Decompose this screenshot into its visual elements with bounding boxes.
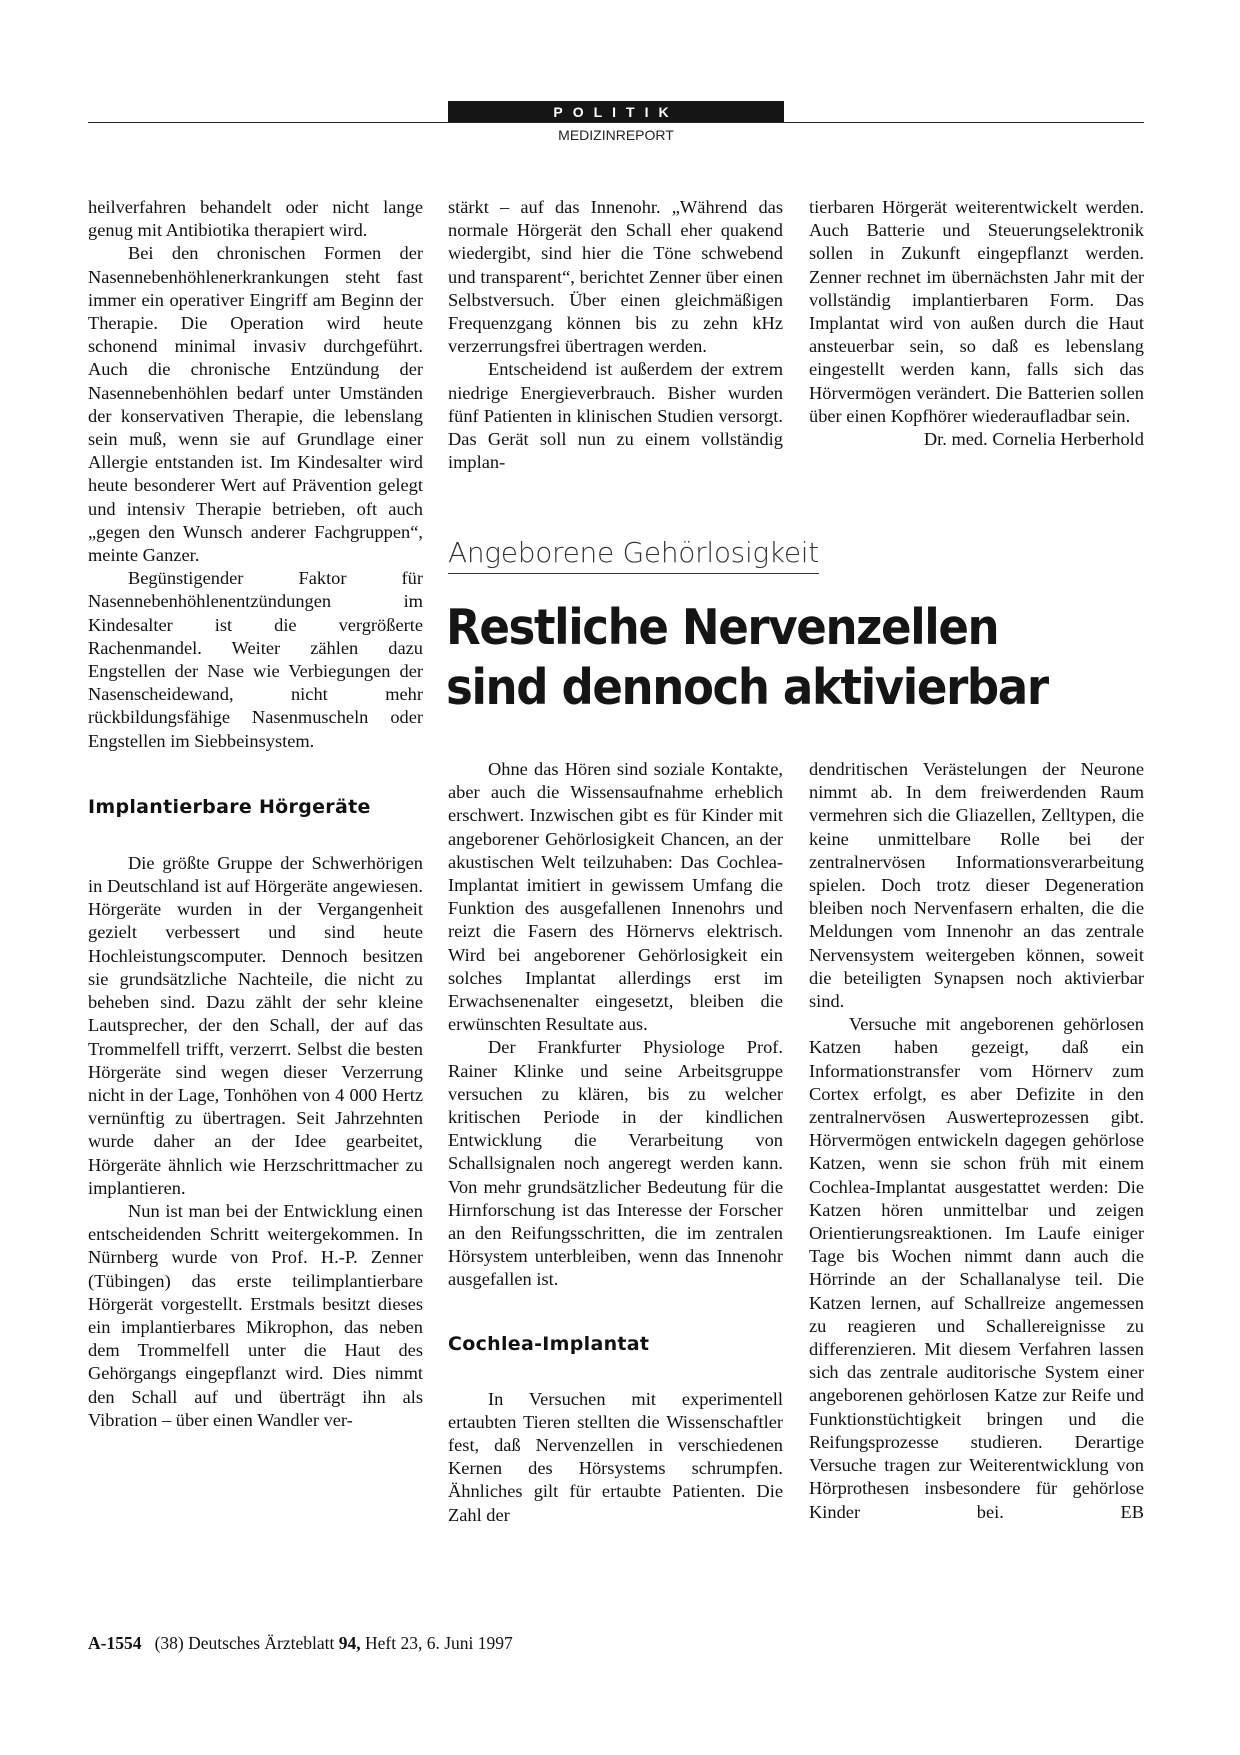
- author-signature: Dr. med. Cornelia Herberhold: [923, 429, 1144, 450]
- journal-volume: 94,: [338, 1633, 361, 1653]
- article1-col1-paragraph: Nun ist man bei der Entwicklung einen entscheidenden Schritt weitergekommen. In Nürnberg wurde von Prof. H.-P. Zenner (Tübingen) das erste teilimplantierbare Hörgerät vorgestellt. Erstmals besitzt dieses ein implantierbares Mikrophon, das neben dem Trommelfell unter die Haut des Gehörgangs eingepflanzt wird. Dies nimmt den Schall auf und überträgt ihn als Vibration – über einen Wandler ver-: [88, 1200, 423, 1430]
- page-number: A-1554: [88, 1633, 142, 1653]
- article2-topic: Angeborene Gehörlosigkeit: [448, 536, 819, 574]
- subheading-cochlea-implantat: Cochlea-Implantat: [448, 1332, 650, 1355]
- article2-col3-paragraph: dendritischen Verästelungen der Neurone nimmt ab. In dem freiwerdenden Raum vermehren sich die Gliazellen, Zelltypen, die keine unmittelbare Rolle bei der zentralnervösen Informationsverarbeitung spielen. Doch trotz dieser Degeneration bleiben noch Nervenfasern erhalten, die die Meldungen vom Innenohr an das zentrale Nervensystem weitergeben können, soweit die beteiligten Synapsen noch aktivierbar sind.: [809, 759, 1144, 1012]
- article2-column3: [809, 758, 1144, 1524]
- article1-col2-paragraph: stärkt – auf das Innenohr. „Während das normale Hörgerät den Schall eher quakend wiedergibt, sind hier die Töne schwebend und transparent“, berichtet Zenner über einen Selbstversuch. Über einen gleichmäßigen Frequenzgang können bis zu zehn kHz verzerrungsfrei übertragen werden.: [448, 197, 783, 357]
- article2-col2-paragraph: Der Frankfurter Physiologe Prof. Rainer Klinke und seine Arbeitsgruppe versuchen zu klären, bis zu welcher kritischen Periode in der kindlichen Entwicklung die Verarbeitung von Schallsignalen noch angeregt werden kann. Von mehr grundsätzlicher Bedeutung für die Hirnforschung ist das Interesse der Forscher an den Reifungsschritten, die im zentralen Hörsystem unterbleiben, wenn das Innenohr ausgefallen ist.: [448, 1037, 783, 1290]
- article1-col1-paragraph: heilverfahren behandelt oder nicht lange genug mit Antibiotika therapiert wird.: [88, 197, 423, 241]
- article1-col1-paragraph: Die größte Gruppe der Schwerhörigen in Deutschland ist auf Hörgeräte angewiesen. Hörgeräte wurden in der Vergangenheit gezielt verbessert und sind heute Hochleistungscomputer. Dennoch besitzen sie grundsätzliche Nachteile, die nicht zu beheben sind. Dazu zählt der sehr kleine Lautsprecher, der den Schall, der auf das Trommelfell trifft, verzerrt. Selbst die besten Hörgeräte sind wegen dieser Verzerrung nicht in der Lage, Tonhöhen von 4 000 Hertz vernünftig zu übertragen. Seit Jahrzehnten wurde daher an der Idee gearbeitet, Hörgeräte ähnlich wie Herzschrittmacher zu implantieren.: [88, 852, 423, 1198]
- subsection-label: MEDIZINREPORT: [558, 127, 674, 143]
- article2-column2: [448, 758, 783, 1527]
- article1-column2: [448, 196, 783, 474]
- article1-col3-paragraph: tierbaren Hörgerät weiterentwickelt werden. Auch Batterie und Steuerungselektronik sollen in Zukunft eingepflanzt werden. Zenner rechnet im übernächsten Jahr mit der vollständig implantierbaren Form. Das Implantat wird von außen durch die Haut ansteuerbar sein, so daß es lebenslang eingestellt werden kann, falls sich das Hörvermögen verändert. Die Batterien sollen über einen Kopfhörer wiederaufladbar sein.: [809, 197, 1144, 426]
- journal-issue: Heft 23, 6. Juni 1997: [365, 1633, 513, 1653]
- page-footer: [88, 1633, 513, 1654]
- article1-col2-paragraph: Entscheidend ist außerdem der extrem niedrige Energieverbrauch. Bisher wurden fünf Patienten in klinischen Studien versorgt. Das Gerät soll nun zu einem vollständig implan-: [448, 359, 783, 473]
- header-rule: [88, 122, 1144, 123]
- section-label: POLITIK: [448, 101, 784, 123]
- article1-column3: [809, 196, 1144, 451]
- article1-col1-paragraph: Begünstigender Faktor für Nasennebenhöhlenentzündungen im Kindesalter ist die vergrößerte Rachenmandel. Weiter zählen dazu Engstellen der Nase wie Verbiegungen der Nasenscheidewand, nicht mehr rückbildungsfähige Nasenmuscheln oder Engstellen im Siebbeinsystem.: [88, 568, 423, 751]
- page-local-number: (38): [154, 1633, 184, 1653]
- subheading-implantierbare-hoergeraete: Implantierbare Hörgeräte: [88, 795, 371, 818]
- article2-headline: Restliche Nervenzellen sind dennoch aktivierbar: [446, 599, 1048, 716]
- article1-column1: [88, 196, 423, 1432]
- article2-col3-paragraph: Versuche mit angeborenen gehörlosen Katzen haben gezeigt, daß ein Informationstransfer vom Hörnerv zum Cortex erfolgt, es aber Defizite in den zentralnervösen Auswerteprozessen gibt. Hörvermögen entwickeln dagegen gehörlose Katzen, wenn sie schon früh mit einem Cochlea-Implantat ausgestattet werden: Die Katzen hören unmittelbar und zeigen Orientierungsreaktionen. Im Laufe einiger Tage bis Wochen nimmt dann auch die Hörrinde an der Schallanalyse teil. Die Katzen lernen, auf Schallreize angemessen zu reagieren und Schallereignisse zu differenzieren. Mit diesem Verfahren lassen sich das zentrale auditorische System einer angeborenen gehörlosen Katze zur Reife und Funktionstüchtigkeit bringen und die Reifungsprozesse studieren. Derartige Versuche tragen zur Weiterentwicklung von Hörprothesen insbesondere für gehörlose Kinder bei. EB: [809, 1014, 1144, 1522]
- article1-col1-paragraph: Bei den chronischen Formen der Nasennebenhöhlenerkrankungen steht fast immer ein operativer Eingriff am Beginn der Therapie. Die Operation wird heute schonend minimal invasiv durchgeführt. Auch die chronische Entzündung der Nasennebenhöhlen bedarf unter Umständen der konservativen Therapie, die lebenslang sein muß, wenn sie auf Grundlage einer Allergie entstanden ist. Im Kindesalter wird heute besonderer Wert auf Prävention gelegt und intensiv Therapie betrieben, oft auch „gegen den Wunsch anderer Fachgruppen“, meinte Ganzer.: [88, 243, 423, 566]
- article2-col2-paragraph: In Versuchen mit experimentell ertaubten Tieren stellten die Wissenschaftler fest, daß Nervenzellen in verschiedenen Kernen des Hörsystems schrumpfen. Ähnliches gilt für ertaubte Patienten. Die Zahl der: [448, 1388, 783, 1525]
- journal-name: Deutsches Ärzteblatt: [188, 1633, 335, 1653]
- article2-col2-paragraph: Ohne das Hören sind soziale Kontakte, aber auch die Wissensaufnahme erheblich erschwert. Inzwischen gibt es für Kinder mit angeborener Gehörlosigkeit Chancen, an der akustischen Welt teilzuhaben: Das Cochlea-Implantat imitiert in gewissem Umfang die Funktion des ausgefallenen Innenohrs und reizt die Fasern des Hörnervs elektrisch. Wird bei angeborener Gehörlosigkeit ein solches Implantat allerdings erst im Erwachsenenalter eingesetzt, bleiben die erwünschten Resultate aus.: [448, 759, 783, 1035]
